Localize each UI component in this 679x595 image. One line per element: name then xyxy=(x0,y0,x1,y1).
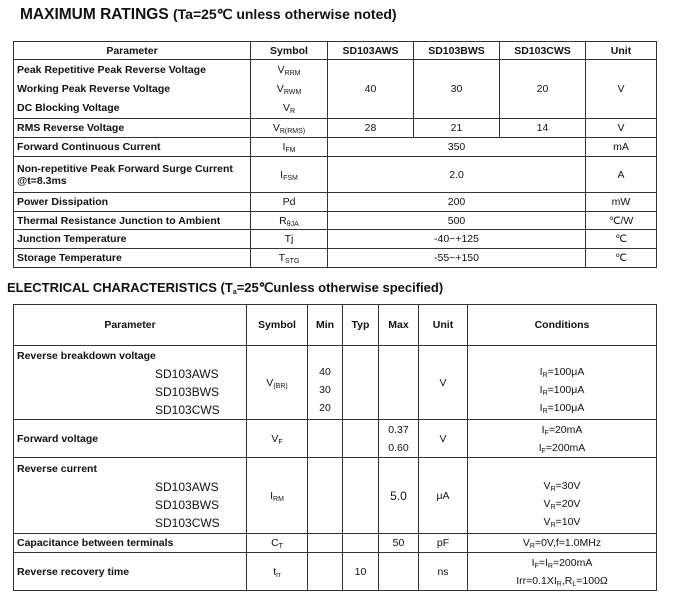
symbol-irm: IRM xyxy=(247,458,308,534)
max-value: 5.0 xyxy=(379,458,419,534)
table-row xyxy=(14,60,657,119)
value-b: 30 xyxy=(414,60,500,119)
electrical-title: ELECTRICAL CHARACTERISTICS (Ta=25℃unless otherwise specified) xyxy=(7,280,444,296)
table-row xyxy=(14,458,657,534)
param-peak-repetitive: Peak Repetitive Peak Reverse Voltage xyxy=(17,63,206,76)
value-a: 40 xyxy=(328,60,414,119)
unit: ℃ xyxy=(586,249,657,268)
header-typ: Typ xyxy=(343,305,379,346)
table-row xyxy=(14,157,657,193)
unit: ℃/W xyxy=(586,212,657,230)
electrical-header-row xyxy=(14,305,657,346)
param-capacitance: Capacitance between terminals xyxy=(14,534,247,553)
param-working-peak: Working Peak Reverse Voltage xyxy=(17,82,171,95)
unit: pF xyxy=(419,534,468,553)
conditions: VR=0V,f=1.0MHz xyxy=(468,534,657,553)
header-unit: Unit xyxy=(586,42,657,60)
table-row xyxy=(14,420,657,458)
param-reverse-current: Reverse current SD103AWS SD103BWS SD103CWS xyxy=(14,458,247,534)
symbol-pd: Pd xyxy=(251,193,328,212)
param-breakdown: Reverse breakdown voltage SD103AWS SD103BWS SD103CWS xyxy=(14,346,247,420)
unit: V xyxy=(586,119,657,138)
max-ratings-title-main: MAXIMUM RATINGS xyxy=(20,6,169,23)
header-conditions: Conditions xyxy=(468,305,657,346)
value: 2.0 xyxy=(328,157,586,193)
param-junction-temp: Junction Temperature xyxy=(14,230,251,249)
min-values: 40 30 20 xyxy=(308,346,343,420)
table-row xyxy=(14,249,657,268)
max-ratings-title-condition: (Ta=25℃ unless otherwise noted) xyxy=(173,6,397,22)
header-symbol: Symbol xyxy=(247,305,308,346)
param-forward-continuous: Forward Continuous Current xyxy=(14,138,251,157)
conditions: IF=20mA IF=200mA xyxy=(468,420,657,458)
max-value: 50 xyxy=(379,534,419,553)
symbol-voltage-group xyxy=(251,60,328,119)
table-row xyxy=(14,534,657,553)
param-thermal-resistance: Thermal Resistance Junction to Ambient xyxy=(14,212,251,230)
param-voltage-group xyxy=(14,60,251,119)
table-row xyxy=(14,230,657,249)
unit: ns xyxy=(419,553,468,591)
value: 500 xyxy=(328,212,586,230)
value: 200 xyxy=(328,193,586,212)
symbol-ifm: IFM xyxy=(251,138,328,157)
symbol-vrrms: VR(RMS) xyxy=(251,119,328,138)
table-row xyxy=(14,193,657,212)
unit: μA xyxy=(419,458,468,534)
unit: ℃ xyxy=(586,230,657,249)
header-max: Max xyxy=(379,305,419,346)
header-unit: Unit xyxy=(419,305,468,346)
header-sd103aws: SD103AWS xyxy=(328,42,414,60)
max-ratings-header-row xyxy=(14,42,657,60)
symbol-vrrm: VRRM xyxy=(277,63,301,77)
unit: A xyxy=(586,157,657,193)
table-row xyxy=(14,119,657,138)
param-recovery-time: Reverse recovery time xyxy=(14,553,247,591)
header-sd103cws: SD103CWS xyxy=(500,42,586,60)
symbol-vr: VR xyxy=(282,101,296,115)
conditions: IR=100μA IR=100μA IR=100μA xyxy=(468,346,657,420)
typ-value: 10 xyxy=(343,553,379,591)
symbol-ct: CT xyxy=(247,534,308,553)
value: 350 xyxy=(328,138,586,157)
param-dc-blocking: DC Blocking Voltage xyxy=(17,101,120,114)
value-c: 14 xyxy=(500,119,586,138)
symbol-rtheta: RθJA xyxy=(251,212,328,230)
header-parameter: Parameter xyxy=(14,42,251,60)
max-ratings-title xyxy=(20,6,397,24)
unit: mW xyxy=(586,193,657,212)
electrical-table xyxy=(13,304,657,591)
param-storage-temp: Storage Temperature xyxy=(14,249,251,268)
header-parameter: Parameter xyxy=(14,305,247,346)
unit: V xyxy=(419,346,468,420)
header-min: Min xyxy=(308,305,343,346)
unit: V xyxy=(586,60,657,119)
symbol-vbr: V(BR) xyxy=(247,346,308,420)
unit: V xyxy=(419,420,468,458)
value: -55~+150 xyxy=(328,249,586,268)
symbol-tstg: TSTG xyxy=(251,249,328,268)
max-values: 0.37 0.60 xyxy=(379,420,419,458)
value-a: 28 xyxy=(328,119,414,138)
header-symbol: Symbol xyxy=(251,42,328,60)
symbol-trr: trr xyxy=(247,553,308,591)
symbol-vf: VF xyxy=(247,420,308,458)
param-surge-current: Non-repetitive Peak Forward Surge Current @t=8.3ms xyxy=(14,157,251,193)
max-ratings-table xyxy=(13,41,657,268)
symbol-tj: Tj xyxy=(251,230,328,249)
table-row xyxy=(14,212,657,230)
param-rms-reverse: RMS Reverse Voltage xyxy=(14,119,251,138)
conditions: VR=30V VR=20V VR=10V xyxy=(468,458,657,534)
conditions: IF=IR=200mA Irr=0.1XIR,RL=100Ω xyxy=(468,553,657,591)
param-power-dissipation: Power Dissipation xyxy=(14,193,251,212)
value-b: 21 xyxy=(414,119,500,138)
table-row xyxy=(14,138,657,157)
symbol-ifsm: IFSM xyxy=(251,157,328,193)
unit: mA xyxy=(586,138,657,157)
header-sd103bws: SD103BWS xyxy=(414,42,500,60)
table-row xyxy=(14,346,657,420)
table-row xyxy=(14,553,657,591)
param-forward-voltage: Forward voltage xyxy=(14,420,247,458)
symbol-vrwm: VRWM xyxy=(276,82,302,96)
value: -40~+125 xyxy=(328,230,586,249)
value-c: 20 xyxy=(500,60,586,119)
